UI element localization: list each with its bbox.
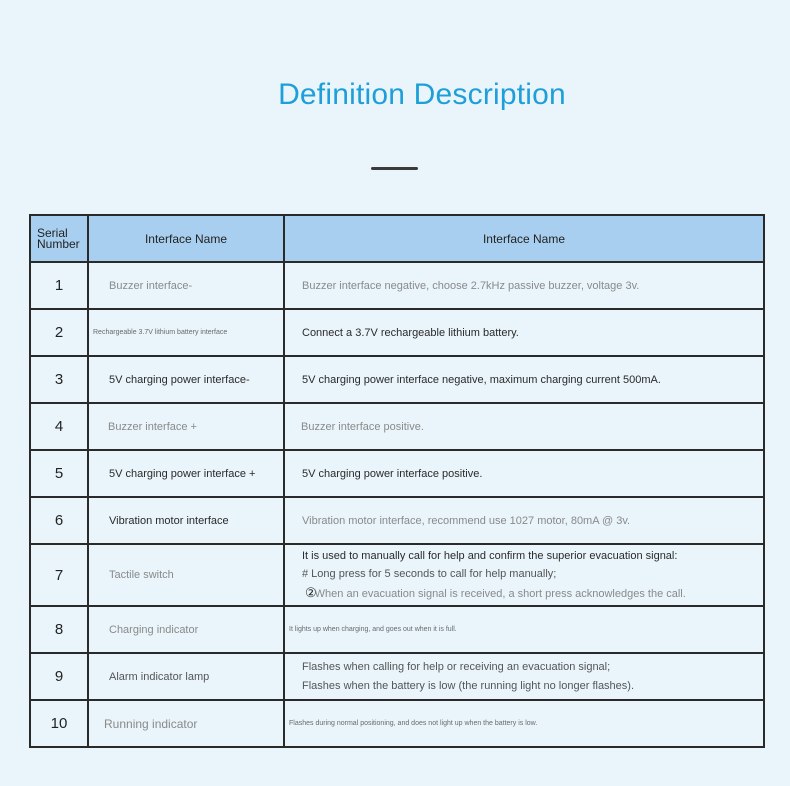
circled-two-marker: ②	[305, 584, 317, 600]
table-row	[30, 497, 764, 544]
page-title: Definition Description	[278, 78, 566, 111]
title-divider	[371, 167, 418, 170]
table-row	[30, 653, 764, 700]
table-row	[30, 309, 764, 356]
row-serial: 9	[30, 653, 88, 700]
description-line-with-marker	[302, 584, 763, 604]
row-serial: 2	[30, 309, 88, 356]
row-serial: 5	[30, 450, 88, 497]
row-description: It lights up when charging, and goes out when it is full.	[284, 606, 764, 653]
row-description: 5V charging power interface negative, maximum charging current 500mA.	[284, 356, 764, 403]
description-line: It is used to manually call for help and confirm the superior evacuation signal:	[302, 549, 678, 562]
row-serial: 7	[30, 544, 88, 606]
table-row	[30, 700, 764, 747]
row-serial: 4	[30, 403, 88, 450]
row-interface-name: Charging indicator	[88, 606, 284, 653]
row-serial: 6	[30, 497, 88, 544]
table-header-row	[30, 215, 764, 262]
header-serial-number	[30, 215, 88, 262]
row-interface-name: 5V charging power interface +	[88, 450, 284, 497]
row-description: Vibration motor interface, recommend use 1027 motor, 80mA @ 3v.	[284, 497, 764, 544]
row-description: 5V charging power interface positive.	[284, 450, 764, 497]
table-row	[30, 606, 764, 653]
definition-table	[29, 214, 765, 748]
row-interface-name: Buzzer interface-	[88, 262, 284, 309]
row-description	[284, 544, 764, 606]
row-description	[284, 653, 764, 700]
description-line: Flashes when calling for help or receiving an evacuation signal;	[302, 661, 611, 673]
row-description: Flashes during normal positioning, and does not light up when the battery is low.	[284, 700, 764, 747]
row-serial: 1	[30, 262, 88, 309]
row-interface-name: Tactile switch	[88, 544, 284, 606]
description-line: Flashes when the battery is low (the running light no longer flashes).	[302, 679, 635, 692]
row-description: Buzzer interface negative, choose 2.7kHz passive buzzer, voltage 3v.	[284, 262, 764, 309]
row-interface-name: Buzzer interface +	[88, 403, 284, 450]
row-interface-name: Running indicator	[88, 700, 284, 747]
table-row	[30, 356, 764, 403]
row-interface-name: Vibration motor interface	[88, 497, 284, 544]
description-line: When an evacuation signal is received, a short press acknowledges the call.	[314, 587, 686, 600]
header-interface-name: Interface Name	[88, 215, 284, 262]
description-line: # Long press for 5 seconds to call for help manually;	[302, 568, 557, 581]
row-serial: 3	[30, 356, 88, 403]
header-interface-description: Interface Name	[284, 215, 764, 262]
table-row	[30, 450, 764, 497]
table-row	[30, 403, 764, 450]
table-row	[30, 544, 764, 606]
row-description: Buzzer interface positive.	[284, 403, 764, 450]
header-serial-line2: Number	[37, 236, 80, 251]
header-serial-line1: Serial	[37, 225, 68, 240]
table-row	[30, 262, 764, 309]
row-interface-name: 5V charging power interface-	[88, 356, 284, 403]
row-description: Connect a 3.7V rechargeable lithium battery.	[284, 309, 764, 356]
row-interface-name: Rechargeable 3.7V lithium battery interface	[88, 309, 284, 356]
row-serial: 10	[30, 700, 88, 747]
row-serial: 8	[30, 606, 88, 653]
row-interface-name: Alarm indicator lamp	[88, 653, 284, 700]
